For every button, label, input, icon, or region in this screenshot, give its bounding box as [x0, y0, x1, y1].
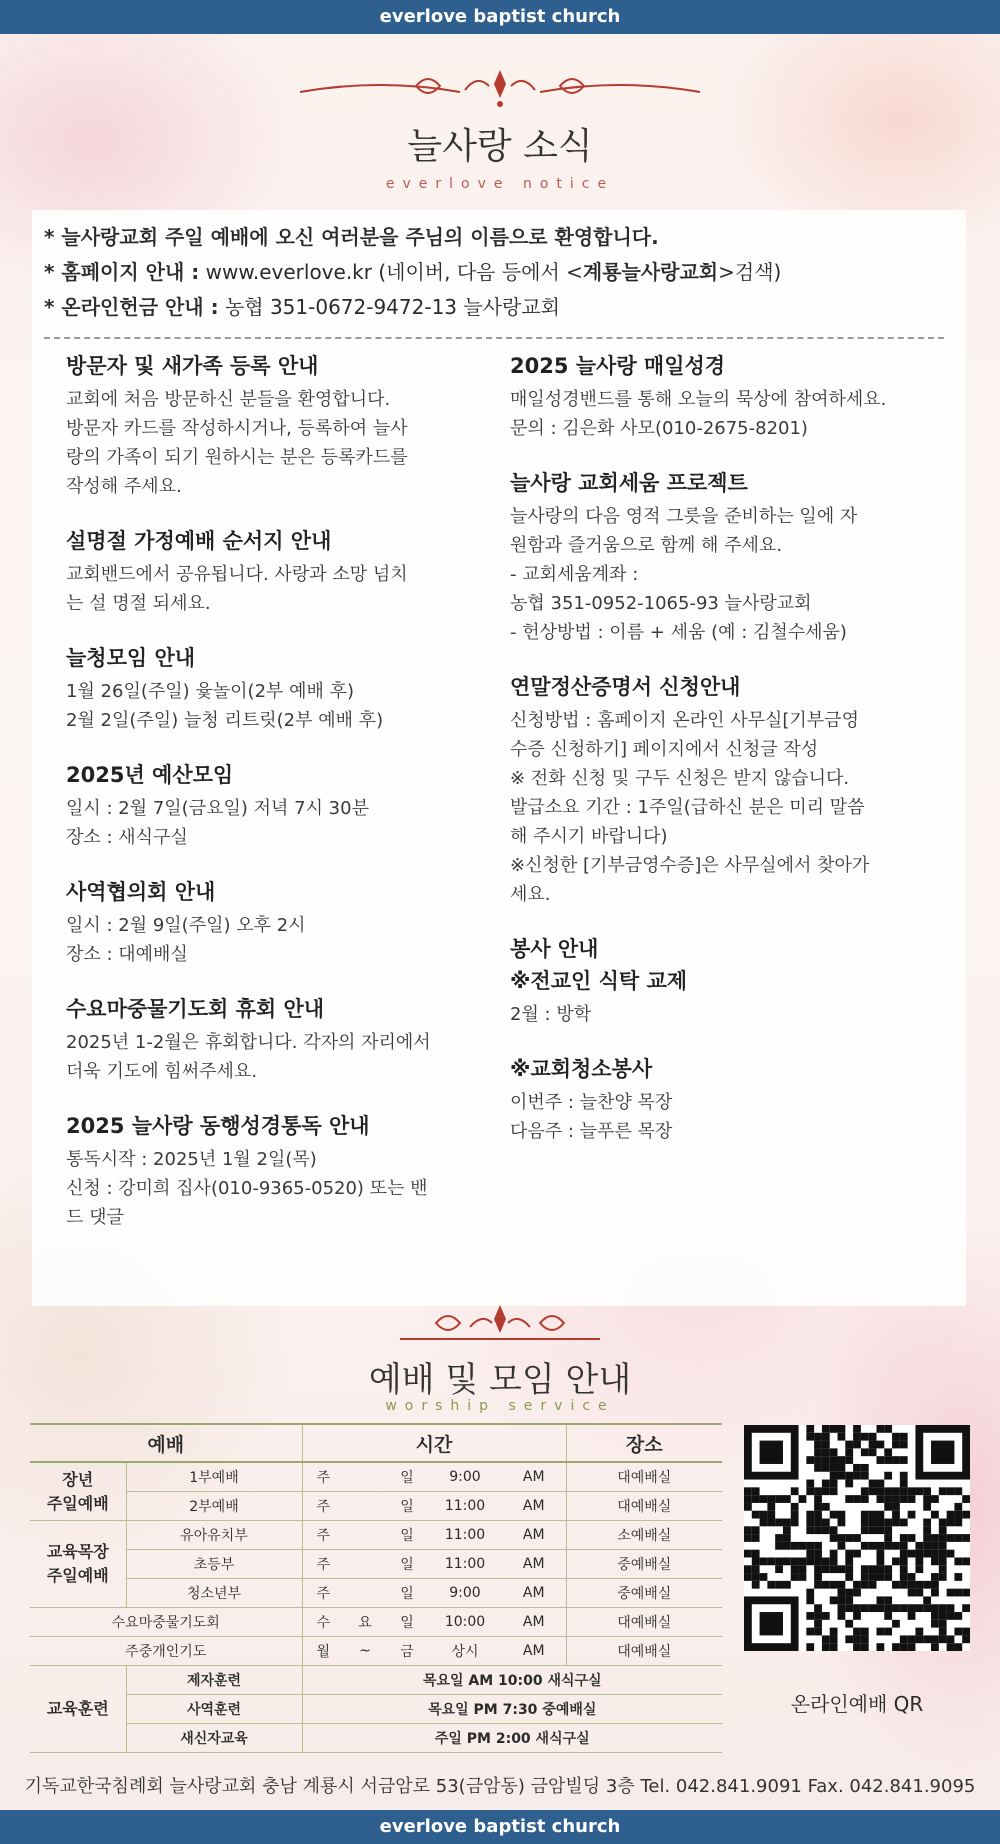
day-cell: 금 — [386, 1637, 428, 1666]
ampm-cell: AM — [502, 1521, 566, 1550]
group-sunday-adult: 장년 주일예배 — [30, 1462, 126, 1521]
place-cell: 중예배실 — [566, 1550, 722, 1579]
section-body: 매일성경밴드를 통해 오늘의 묵상에 참여하세요. 문의 : 김은화 사모(010-2675-8201) — [510, 389, 887, 439]
day-cell: 일 — [386, 1579, 428, 1608]
day-cell: 요 — [344, 1608, 386, 1637]
section-body: 교회에 처음 방문하신 분들을 환영합니다. 방문자 카드를 작성하시거나, 등록하여 늘사 랑의 가족이 되기 원하시는 분은 등록카드를 작성해 주세요. — [66, 389, 408, 497]
table-header-row — [30, 1424, 722, 1462]
ornament-flourish-icon — [290, 66, 710, 112]
table-row — [30, 1521, 722, 1550]
day-cell — [344, 1462, 386, 1492]
header-place: 장소 — [566, 1424, 722, 1462]
section-body: 2월 : 방학 — [510, 1004, 592, 1025]
day-cell: 주 — [302, 1550, 344, 1579]
table-row — [30, 1666, 722, 1695]
place-cell: 대예배실 — [566, 1608, 722, 1637]
table-row — [30, 1492, 722, 1521]
footer-address: 기독교한국침례회 늘사랑교회 충남 계룡시 서금암로 53(금암동) 금암빌딩 3층 Tel. 042.841.9091 Fax. 042.841.9095 — [24, 1776, 976, 1797]
time-cell: 11:00 — [428, 1521, 502, 1550]
place-cell: 중예배실 — [566, 1579, 722, 1608]
time-cell: 상시 — [428, 1637, 502, 1666]
top-banner: everlove baptist church — [0, 0, 1000, 34]
section-title: 2025 늘사랑 동행성경통독 안내 — [66, 1114, 370, 1138]
notice-section — [66, 642, 486, 735]
ampm-cell: AM — [502, 1550, 566, 1579]
day-cell: 일 — [386, 1550, 428, 1579]
worship-schedule-table — [30, 1423, 722, 1753]
welcome-line: * 늘사랑교회 주일 예배에 오신 여러분을 주님의 이름으로 환영합니다. — [44, 225, 659, 249]
place-cell: 대예배실 — [566, 1637, 722, 1666]
training-detail: 주일 PM 2:00 새식구실 — [302, 1724, 722, 1753]
homepage-search-term: 계룡늘사랑교회 — [582, 260, 719, 284]
table-row — [30, 1695, 722, 1724]
ampm-cell: AM — [502, 1462, 566, 1492]
bottom-banner: everlove baptist church — [0, 1810, 1000, 1844]
day-cell: 수 — [302, 1608, 344, 1637]
section-body: 교회밴드에서 공유됩니다. 사랑과 소망 넘치 는 설 명절 되세요. — [66, 564, 408, 614]
day-cell: 일 — [386, 1608, 428, 1637]
offering-label: * 온라인헌금 안내 : — [44, 295, 219, 319]
section-title: 연말정산증명서 신청안내 — [510, 675, 741, 699]
section-title: 늘청모임 안내 — [66, 646, 196, 670]
place-cell: 대예배실 — [566, 1462, 722, 1492]
day-cell: 월 — [302, 1637, 344, 1666]
time-cell: 9:00 — [428, 1462, 502, 1492]
worship-subtitle: worship service — [385, 1398, 615, 1414]
time-cell: 9:00 — [428, 1579, 502, 1608]
day-cell: 주 — [302, 1521, 344, 1550]
section-title: 사역협의회 안내 — [66, 880, 216, 904]
section-title: 봉사 안내 ※전교인 식탁 교제 — [510, 937, 688, 993]
section-body: 이번주 : 늘찬양 목장 다음주 : 늘푸른 목장 — [510, 1092, 673, 1142]
table-row — [30, 1550, 722, 1579]
section-body: 2025년 1-2월은 휴회합니다. 각자의 자리에서 더욱 기도에 힘써주세요. — [66, 1032, 431, 1082]
time-cell: 11:00 — [428, 1492, 502, 1521]
day-cell — [344, 1579, 386, 1608]
ampm-cell: AM — [502, 1608, 566, 1637]
notice-section — [66, 759, 486, 852]
section-body: 늘사랑의 다음 영적 그릇을 준비하는 일에 자 원함과 즐거움으로 함께 해 주세요. - 교회세움계좌 : 농협 351-0952-1065-93 늘사랑교회 - 헌상방법 : 이름 + 세움 (예 : 김철수세움) — [510, 506, 858, 643]
homepage-tail: >검색) — [718, 260, 782, 284]
training-name: 제자훈련 — [126, 1666, 302, 1695]
training-detail: 목요일 PM 7:30 중예배실 — [302, 1695, 722, 1724]
notice-section — [66, 525, 486, 618]
training-name: 새신자교육 — [126, 1724, 302, 1753]
notice-section — [66, 876, 486, 969]
section-title: 늘사랑 교회세움 프로젝트 — [510, 471, 748, 495]
offering-text: 농협 351-0672-9472-13 늘사랑교회 — [218, 295, 560, 319]
header-service: 예배 — [30, 1424, 302, 1462]
online-worship-qr-icon[interactable] — [744, 1425, 970, 1651]
service-name: 유아유치부 — [126, 1521, 302, 1550]
day-cell — [344, 1492, 386, 1521]
table-row — [30, 1724, 722, 1753]
group-training: 교육훈련 — [30, 1666, 126, 1753]
group-sunday-edu: 교육목장 주일예배 — [30, 1521, 126, 1608]
day-cell: 일 — [386, 1521, 428, 1550]
table-row — [30, 1579, 722, 1608]
service-name: 청소년부 — [126, 1579, 302, 1608]
notice-section — [66, 350, 486, 501]
notice-left-column — [66, 350, 486, 1256]
notice-subtitle: everlove notice — [385, 176, 615, 192]
service-name: 주중개인기도 — [30, 1637, 302, 1666]
section-title: ※교회청소봉사 — [510, 1057, 653, 1081]
time-cell: 11:00 — [428, 1550, 502, 1579]
notice-title: 늘사랑 소식 — [407, 126, 593, 167]
time-cell: 10:00 — [428, 1608, 502, 1637]
section-title: 수요마중물기도회 휴회 안내 — [66, 997, 325, 1021]
ampm-cell: AM — [502, 1637, 566, 1666]
notice-section — [510, 467, 940, 647]
header-time: 시간 — [302, 1424, 566, 1462]
place-cell: 대예배실 — [566, 1492, 722, 1521]
table-row — [30, 1608, 722, 1637]
day-cell: 일 — [386, 1462, 428, 1492]
section-body: 일시 : 2월 9일(주일) 오후 2시 장소 : 대예배실 — [66, 915, 306, 965]
section-title: 방문자 및 새가족 등록 안내 — [66, 354, 319, 378]
section-body: 신청방법 : 홈페이지 온라인 사무실[기부금영 수증 신청하기] 페이지에서 신청글 작성 ※ 전화 신청 및 구두 신청은 받지 않습니다. 발급소요 기간 : 1주일(급하신 분은 미리 말씀 해 주시기 바랍니다) ※신청한 [기부금영수증]은 사무실에서 찾아가 세요. — [510, 710, 870, 905]
place-cell: 소예배실 — [566, 1521, 722, 1550]
homepage-line — [44, 255, 944, 290]
qr-label: 온라인예배 QR — [790, 1692, 924, 1716]
dashed-divider — [44, 337, 944, 339]
notice-section — [66, 993, 486, 1086]
section-title: 2025 늘사랑 매일성경 — [510, 354, 726, 378]
intro-block — [44, 220, 944, 325]
table-row — [30, 1637, 722, 1666]
day-cell — [344, 1550, 386, 1579]
service-name: 1부예배 — [126, 1462, 302, 1492]
day-cell: ~ — [344, 1637, 386, 1666]
training-name: 사역훈련 — [126, 1695, 302, 1724]
day-cell — [344, 1521, 386, 1550]
notice-section — [66, 1110, 486, 1232]
training-detail: 목요일 AM 10:00 새식구실 — [302, 1666, 722, 1695]
table-row — [30, 1462, 722, 1492]
notice-section — [510, 1053, 940, 1146]
service-name: 초등부 — [126, 1550, 302, 1579]
homepage-label: * 홈페이지 안내 : — [44, 260, 200, 284]
day-cell: 주 — [302, 1492, 344, 1521]
offering-line — [44, 290, 944, 325]
notice-section — [510, 933, 940, 1029]
section-title: 설명절 가정예배 순서지 안내 — [66, 529, 332, 553]
day-cell: 주 — [302, 1462, 344, 1492]
section-body: 일시 : 2월 7일(금요일) 저녁 7시 30분 장소 : 새식구실 — [66, 798, 369, 848]
section-body: 1월 26일(주일) 윷놀이(2부 예배 후) 2월 2일(주일) 늘청 리트릿(2부 예배 후) — [66, 681, 384, 731]
section-body: 통독시작 : 2025년 1월 2일(목) 신청 : 강미희 집사(010-9365-0520) 또는 밴 드 댓글 — [66, 1149, 428, 1228]
worship-title: 예배 및 모임 안내 — [368, 1360, 632, 1400]
ampm-cell: AM — [502, 1579, 566, 1608]
section-title: 2025년 예산모임 — [66, 763, 234, 787]
service-name: 2부예배 — [126, 1492, 302, 1521]
ampm-cell: AM — [502, 1492, 566, 1521]
ornament-flourish-icon — [400, 1303, 600, 1343]
notice-right-column — [510, 350, 940, 1170]
homepage-text[interactable]: www.everlove.kr (네이버, 다음 등에서 < — [199, 260, 583, 284]
notice-section — [510, 671, 940, 909]
notice-section — [510, 350, 940, 443]
day-cell: 일 — [386, 1492, 428, 1521]
day-cell: 주 — [302, 1579, 344, 1608]
service-name: 수요마중물기도회 — [30, 1608, 302, 1637]
